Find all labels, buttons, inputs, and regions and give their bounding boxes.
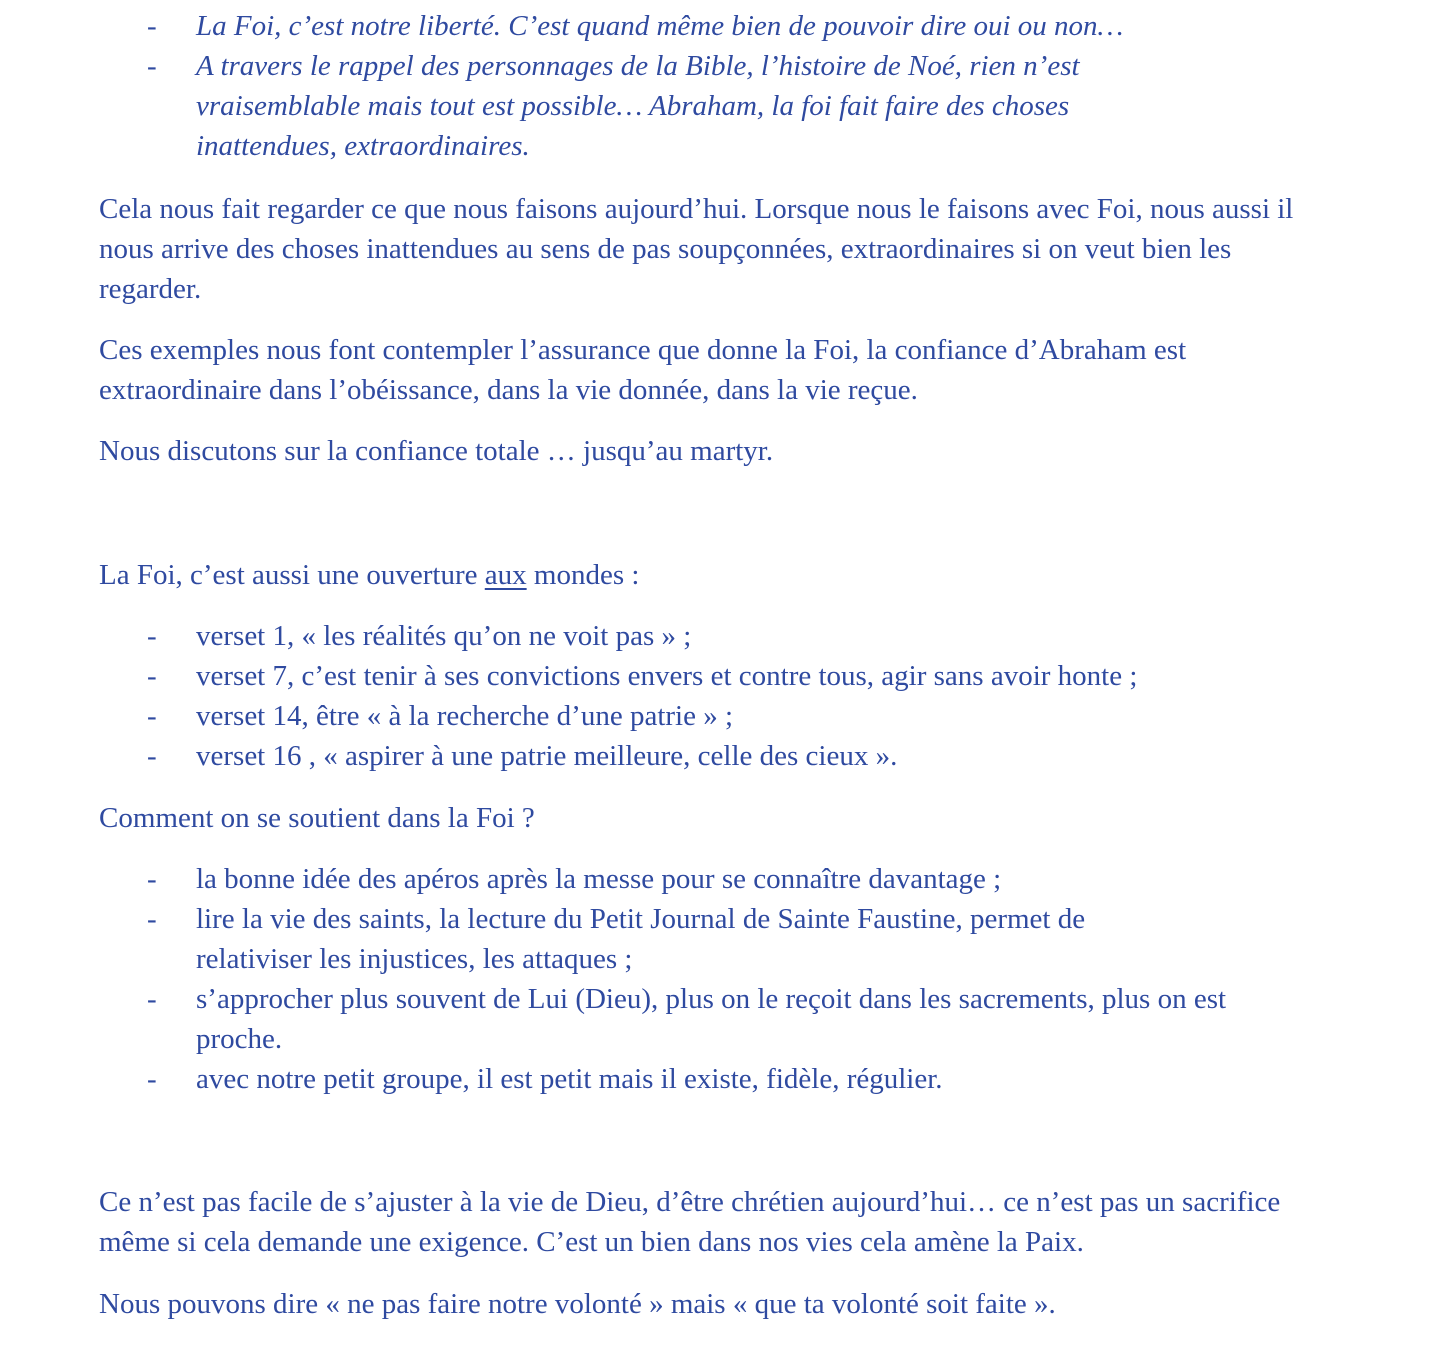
list-item-text: s’approcher plus souvent de Lui (Dieu), plus on le reçoit dans les sacrements, plus on est proche.: [196, 983, 1227, 1055]
list-item: [0, 696, 1316, 736]
paragraph-7: Nous pouvons dire « ne pas faire notre volonté » mais « que ta volonté soit faite ».: [99, 1288, 1056, 1320]
list-item-text: la bonne idée des apéros après la messe pour se connaître davantage ;: [196, 863, 1002, 895]
list-item: [0, 616, 1316, 656]
bullet-dash: -: [147, 1063, 157, 1095]
list-soutien: [0, 859, 1456, 1099]
list-item-text: La Foi, c’est notre liberté. C’est quand même bien de pouvoir dire oui ou non…: [196, 10, 1124, 42]
list-item-text: verset 7, c’est tenir à ses convictions envers et contre tous, agir sans avoir honte ;: [196, 660, 1138, 692]
paragraph-4: [99, 555, 1339, 595]
list-item: [0, 1059, 1316, 1099]
list-item: [0, 979, 1306, 1059]
paragraph-4-after: mondes :: [526, 559, 640, 591]
underlined-word: aux: [484, 559, 527, 591]
bullet-dash: -: [147, 10, 157, 42]
paragraph-5: Comment on se soutient dans la Foi ?: [99, 802, 535, 834]
list-item: [0, 899, 1196, 979]
paragraph-2: Ces exemples nous font contempler l’assurance que donne la Foi, la confiance d’Abraham est extraordinaire dans l’obéissance, dans la vie donnée, dans la vie reçue.: [99, 334, 1187, 406]
bullet-dash: -: [147, 50, 157, 82]
paragraph-3: Nous discutons sur la confiance totale … jusqu’au martyr.: [99, 435, 774, 467]
list-item-text: verset 1, « les réalités qu’on ne voit pas » ;: [196, 620, 692, 652]
bullet-dash: -: [147, 903, 157, 935]
list-item-text: A travers le rappel des personnages de la Bible, l’histoire de Noé, rien n’est vraisemblable mais tout est possible… Abraham, la foi fait faire des choses inattendues, extraordinaires.: [196, 50, 1080, 162]
list-item: [0, 656, 1316, 696]
bullet-dash: -: [147, 740, 157, 772]
list-item: [0, 6, 1316, 46]
bullet-dash: -: [147, 863, 157, 895]
list-versets: [0, 616, 1456, 776]
list-item-text: avec notre petit groupe, il est petit mais il existe, fidèle, régulier.: [196, 1063, 943, 1095]
paragraph-4-before: La Foi, c’est aussi une ouverture: [99, 559, 485, 591]
bullet-dash: -: [147, 660, 157, 692]
list-item: [0, 46, 1196, 166]
bullet-dash: -: [147, 700, 157, 732]
list-item-text: verset 14, être « à la recherche d’une patrie » ;: [196, 700, 734, 732]
paragraph-6: Ce n’est pas facile de s’ajuster à la vie de Dieu, d’être chrétien aujourd’hui… ce n’est pas un sacrifice même si cela demande une exigence. C’est un bien dans nos vies cela amène la Paix.: [99, 1186, 1281, 1258]
list-item: [0, 859, 1316, 899]
list-item: [0, 736, 1316, 776]
list-top: [0, 6, 1456, 166]
list-item-text: lire la vie des saints, la lecture du Petit Journal de Sainte Faustine, permet de relativiser les injustices, les attaques ;: [196, 903, 1086, 975]
paragraph-1: Cela nous fait regarder ce que nous faisons aujourd’hui. Lorsque nous le faisons avec Foi, nous aussi il nous arrive des choses inattendues au sens de pas soupçonnées, extraordinaires si on veut bien les regarder.: [99, 193, 1294, 305]
list-item-text: verset 16 , « aspirer à une patrie meilleure, celle des cieux ».: [196, 740, 898, 772]
bullet-dash: -: [147, 620, 157, 652]
bullet-dash: -: [147, 983, 157, 1015]
